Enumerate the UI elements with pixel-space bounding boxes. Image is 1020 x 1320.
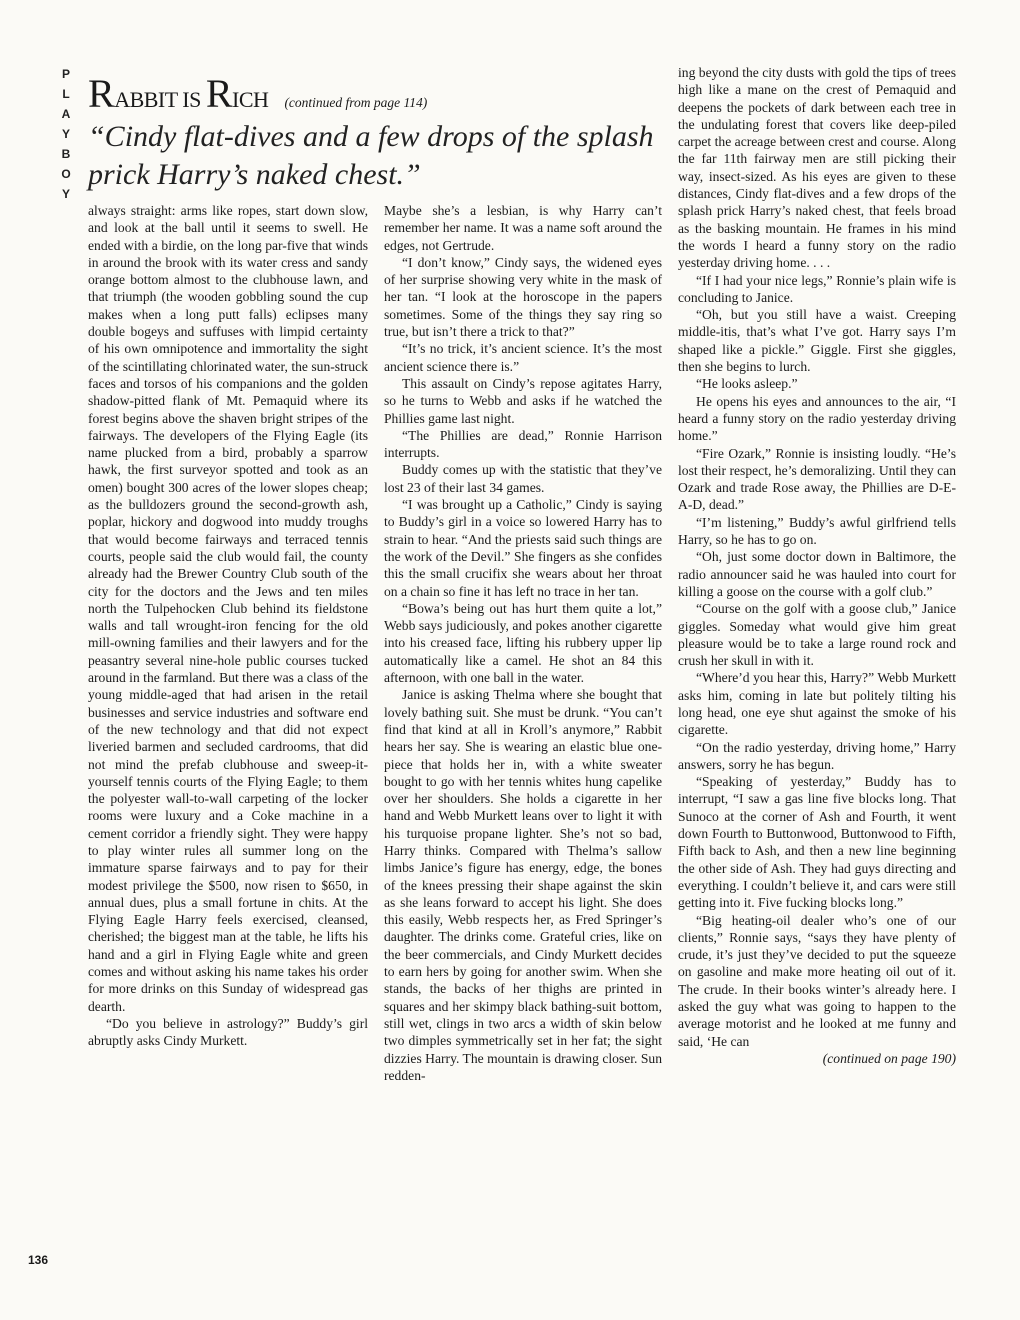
article-paragraph: This assault on Cindy’s repose agitates Harry, so he turns to Webb and asks if he watched the Phillies game last night.: [384, 375, 662, 426]
article-paragraph: ing beyond the city dusts with gold the tips of trees high like a mane on the crest of Pemaquid and deepens the pockets of dark between each tree in the undulating forest that covers like deep-piled carpet the acreage between crest and course. Along the far 11th fairway men are still picking their way, insect-sized. As his eyes are given to these distances, Cindy flat-dives and a few drops of the splash prick Harry’s naked chest, that feels broad as the basking mountain. He frames in his mind the words I heard a funny story on the radio yesterday driving home. . . .: [678, 65, 956, 271]
article-paragraph: “Course on the golf with a goose club,” Janice giggles. Someday what would give him great pleasure would be to take a large round rock and crush her skull in with it.: [678, 601, 956, 669]
article-paragraph: always straight: arms like ropes, start down slow, and look at the ball until it seems to swell. He ended with a birdie, on the long par-five that winds in around the brook with its water cress and sandy orange bottom almost to the clubhouse lawn, and that triumph (the wooden gobbling sound the cup makes when a long putt falls) eclipses many double bogeys and suffuses with limpid certainty of his own omnipotence and immortality the sight of the scintillating chlorinated water, the sun-struck faces and torsos of his companions and the golden shadow-pitted flank of Mt. Pemaquid where its forest begins above the shaven bright stripes of the fairways. The developers of the Flying Eagle (its name plucked from a bird, probably a sparrow hawk, the first surveyor spotted and took as an omen) bought 300 acres of the lower slopes cheap; as the bulldozers ground the second-growth ash, poplar, hickory and dogwood into muddy troughs that would become fairways and terraced tennis courts, people said the club would fail, the county already had the Brewer Country Club south of the city for the doctors and the Jews and ten miles north the Tulpehocken Club behind its fieldstone walls and tall wrought-iron fencing for the old mill-owning families and their lawyers and for the peasantry several nine-hole public courses tucked around in the farmland. But there was a class of the young middle-aged that had arisen in the retail businesses and service industries and software end of the new technology and that did not expect liveried barmen and secluded cardrooms, that did not mind the prefab clubhouse and sweep-it-yourself tennis courts of the Flying Eagle; to them the polyester wall-to-wall carpeting of the locker rooms were luxury and a Coke machine in a cement corridor a friendly sight. They were happy to play winter rules all summer long on the immature sparse fairways and to pay for their modest privilege the $500, now risen to $650, in annual dues, plus a small fortune in chits. At the Flying Eagle Harry feels exercised, cleansed, cherished; the biggest man at the table, he lifts his hand and a girl in Flying Eagle white and green comes and without asking his name takes his order for more drinks on this Sunday of widespread gas dearth.: [88, 203, 368, 1014]
mag-letter: P: [61, 67, 70, 81]
article-paragraph: “Where’d you hear this, Harry?” Webb Murkett asks him, coming in late but politely tilting his long head, one eye shut against the smoke of his cigarette.: [678, 670, 956, 738]
pull-quote: “Cindy flat-dives and a few drops of the splash prick Harry’s naked chest.”: [88, 120, 654, 191]
magazine-name-vertical: [56, 64, 76, 204]
article-paragraph: “I don’t know,” Cindy says, the widened eyes of her surprise showing very white in the mask of her tan. “I look at the horoscope in the papers sometimes. Some of the things they say ring so true, but isn’t there a trick to that?”: [384, 254, 662, 340]
text-column-3: [678, 64, 956, 1067]
article-title: RABBIT IS RICH: [88, 71, 269, 116]
mag-letter: Y: [61, 187, 70, 201]
article-paragraph: “Big heating-oil dealer who’s one of our clients,” Ronnie says, “says they have plenty of crude, it’s just they’ve decided to put the squeeze on gasoline and make more heating oil out of it. The crude. In their books winter’s already here. I asked the guy what was going to happen to the average motorist and he looked at me funny and said, ‘He can: [678, 912, 956, 1049]
article-paragraph: “I was brought up a Catholic,” Cindy is saying to Buddy’s girl in a voice so lowered Harry has to strain to hear. “And the priests said such things are the work of the Devil.” She fingers as she confides this the small crucifix she wears about her throat on a chain so fine it has left no trace in her tan.: [384, 497, 662, 599]
continued-on-label: (continued on page 190): [822, 1050, 956, 1066]
text-column-2: [384, 202, 662, 1084]
continued-from-label: (continued from page 114): [284, 95, 428, 110]
mag-letter: L: [62, 87, 70, 101]
article-paragraph: “Bowa’s being out has hurt them quite a lot,” Webb says judiciously, and pokes another cigarette into his creased face, lifting his rubbery upper lip automatically like a camel. He shot an 84 this afternoon, with one ball in the water.: [384, 600, 662, 686]
article-paragraph: “Oh, but you still have a waist. Creeping middle-itis, that’s what I’ve got. Harry says I’m shaped like a pickle.” Giggle. First she giggles, then she begins to lurch.: [678, 307, 956, 375]
text-column-1: [88, 202, 368, 1050]
article-paragraph: Buddy comes up with the statistic that they’ve lost 23 of their last 34 games.: [384, 462, 662, 495]
article-paragraph: “If I had your nice legs,” Ronnie’s plain wife is concluding to Janice.: [678, 272, 956, 305]
mag-letter: Y: [61, 127, 70, 141]
mag-letter: B: [61, 147, 71, 161]
article-paragraph: He opens his eyes and announces to the air, “I heard a funny story on the radio yesterday driving home.”: [678, 393, 956, 444]
mag-letter: A: [61, 107, 71, 121]
article-paragraph: “The Phillies are dead,” Ronnie Harrison interrupts.: [384, 427, 662, 461]
article-paragraph: “On the radio yesterday, driving home,” Harry answers, sorry he has begun.: [678, 739, 956, 772]
article-paragraph: “He looks asleep.”: [696, 376, 798, 392]
article-paragraph: “It’s no trick, it’s ancient science. It’s the most ancient science there is.”: [384, 341, 662, 374]
article-paragraph: “Do you believe in astrology?” Buddy’s girl abruptly asks Cindy Murkett.: [88, 1015, 368, 1049]
article-paragraph: “Speaking of yesterday,” Buddy has to interrupt, “I saw a gas line five blocks long. That Sunoco at the corner of Ash and Fourth, it went down Fourth to Buttonwood, Buttonwood to Fifth, Fifth back to Ash, and then a new line beginning the other side of Ash. They had guys directing and everything. I couldn’t believe it, and cars were still getting into it. Five fucking blocks long.”: [678, 774, 956, 911]
article-paragraph: “I’m listening,” Buddy’s awful girlfriend tells Harry, so he has to go on.: [678, 514, 956, 548]
article-paragraph: “Fire Ozark,” Ronnie is insisting loudly. “He’s lost their respect, he’s demoralizing. Until they can Ozark and trade Rose away, the Phillies are D-E-A-D, dead.”: [678, 445, 956, 513]
mag-letter: O: [61, 167, 71, 181]
article-paragraph: Janice is asking Thelma where she bought that lovely bathing suit. She must be drunk. “You can’t find that kind at all in Kroll’s anymore,” Rabbit hears her say. She is wearing an elastic blue one-piece that holds her in, with a white sweater bought to go with her tennis whites hung capelike over her shoulders. She holds a cigarette in her hand and Webb Murkett leans over to light it with his turquoise propane lighter. She’s not so bad, Harry thinks. Compared with Thelma’s sallow limbs Janice’s figure has energy, edge, the bones of the knees pressing their shape against the skin as she leans forward to accept his light. She does this easily, Webb respects her, as Fred Springer’s daughter. The drinks come. Grateful cries, like on the beer commercials, and Cindy Murkett decides to earn hers by going for another swim. When she stands, the backs of her thighs are printed in squares and her skimpy black bathing-suit bottom, still wet, clings in two arcs a width of skin below two dimples symmetrically set in her fat; the sight dizzies Harry. The mountain is drawing closer. Sun redden-: [384, 687, 662, 1083]
article-paragraph: Maybe she’s a lesbian, is why Harry can’t remember her name. It was a name soft around the edges, not Gertrude.: [384, 203, 662, 253]
article-header: [88, 70, 427, 117]
article-paragraph: “Oh, just some doctor down in Baltimore, the radio announcer said he was hauled into court for killing a goose on the course with a golf club.”: [678, 549, 956, 599]
page-number: 136: [28, 1253, 49, 1267]
